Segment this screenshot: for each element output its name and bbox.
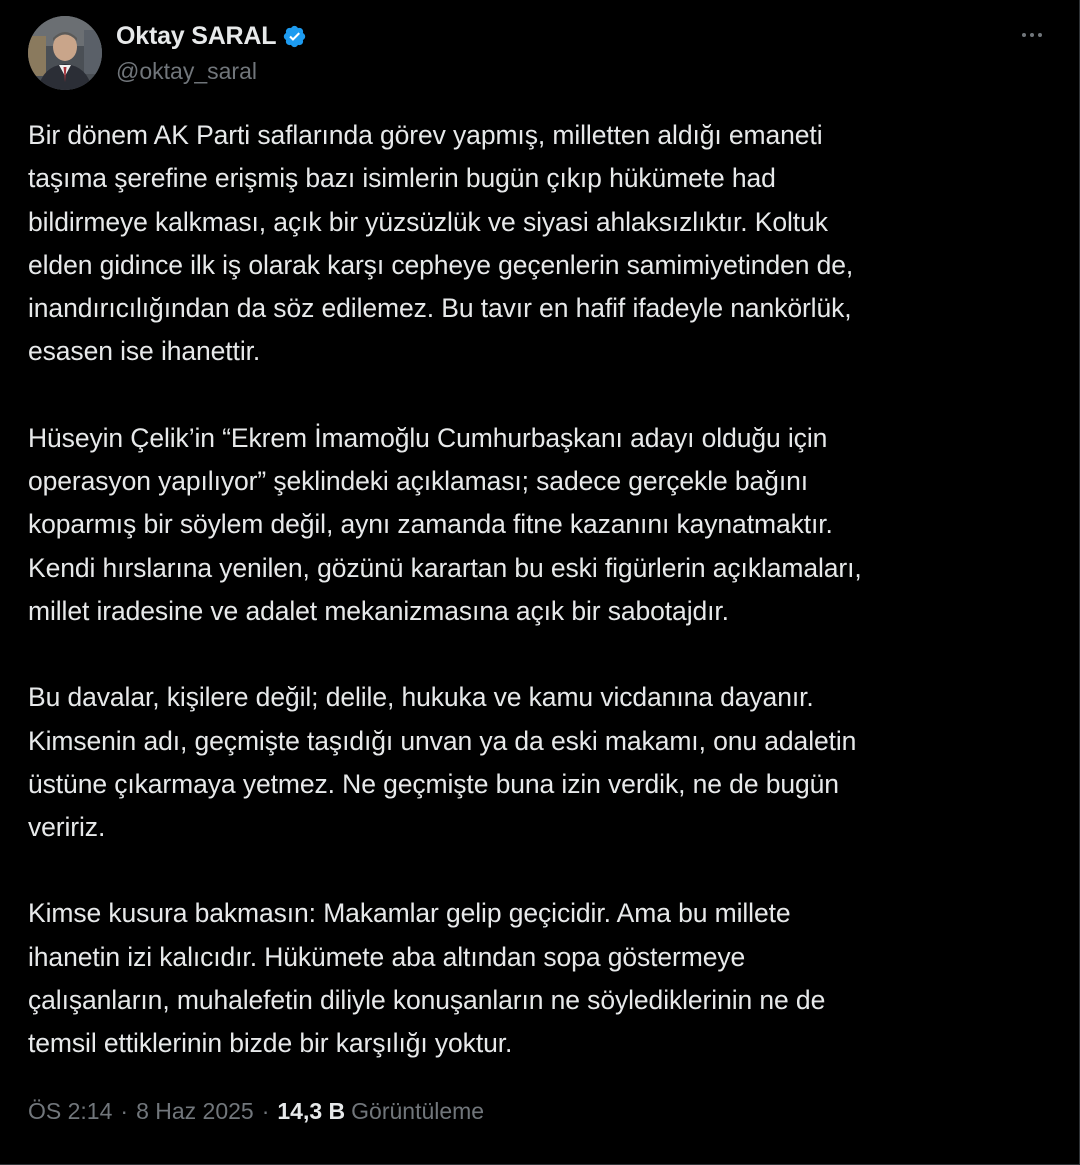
tweet-paragraph-4: Kimse kusura bakmasın: Makamlar gelip geçicidir. Ama bu millete ihanetin izi kalıcıdır. Hükümete aba altından sopa göstermeye çalışanların, muhalefetin diliyle konuşanların ne söylediklerinin ne de temsil ettiklerinin bizde bir karşılığı yoktur.	[28, 898, 826, 1059]
author-handle[interactable]: @oktay_saral	[116, 58, 257, 84]
tweet-time[interactable]: ÖS 2:14	[28, 1098, 113, 1124]
tweet-paragraph-3: Bu davalar, kişilere değil; delile, hukuka ve kamu vicdanına dayanır. Kimsenin adı, geçmişte taşıdığı unvan ya da eski makamı, onu adaletin üstüne çıkarmaya yetmez. Ne geçmişte buna izin verdik, ne de bugün veririz.	[28, 682, 857, 843]
more-dots-icon[interactable]	[1012, 20, 1052, 50]
author-block	[116, 18, 307, 85]
tweet-paragraph-1: Bir dönem AK Parti saflarında görev yapmış, milletten aldığı emaneti taşıma şerefine erişmiş bazı isimlerin bugün çıkıp hükümete had bildirmeye kalkması, açık bir yüzsüzlük ve siyasi ahlaksızlıktır. Koltuk elden gidince ilk iş olarak karşı cepheye geçenlerin samimiyetinden de, inandırıcılığından da söz edilemez. Bu tavır en hafif ifadeyle nankörlük, esasen ise ihanettir.	[28, 120, 854, 367]
author-display-name[interactable]: Oktay SARAL	[116, 21, 277, 50]
more-dot	[1022, 33, 1026, 37]
meta-separator: ·	[120, 1098, 129, 1124]
tweet-date[interactable]: 8 Haz 2025	[136, 1098, 254, 1124]
more-dot	[1038, 33, 1042, 37]
tweet-paragraph-2: Hüseyin Çelik’in “Ekrem İmamoğlu Cumhurbaşkanı adayı olduğu için operasyon yapılıyor” şeklindeki açıklaması; sadece gerçekle bağını koparmış bir söylem değil, aynı zamanda fitne kazanını kaynatmaktır. Kendi hırslarına yenilen, gözünü karartan bu eski figürlerin açıklamaları, millet iradesine ve adalet mekanizmasına açık bir sabotajdır.	[28, 422, 862, 626]
tweet-text	[28, 114, 1048, 1066]
views-label: Görüntüleme	[351, 1098, 485, 1124]
tweet-header	[28, 16, 1052, 92]
meta-separator: ·	[261, 1098, 270, 1124]
more-dot	[1030, 33, 1034, 37]
avatar[interactable]	[28, 16, 102, 90]
views-count: 14,3 B	[277, 1098, 346, 1124]
tweet-meta	[28, 1098, 484, 1125]
avatar-image	[28, 16, 102, 90]
name-row	[116, 18, 307, 54]
verified-badge-icon	[282, 24, 307, 49]
